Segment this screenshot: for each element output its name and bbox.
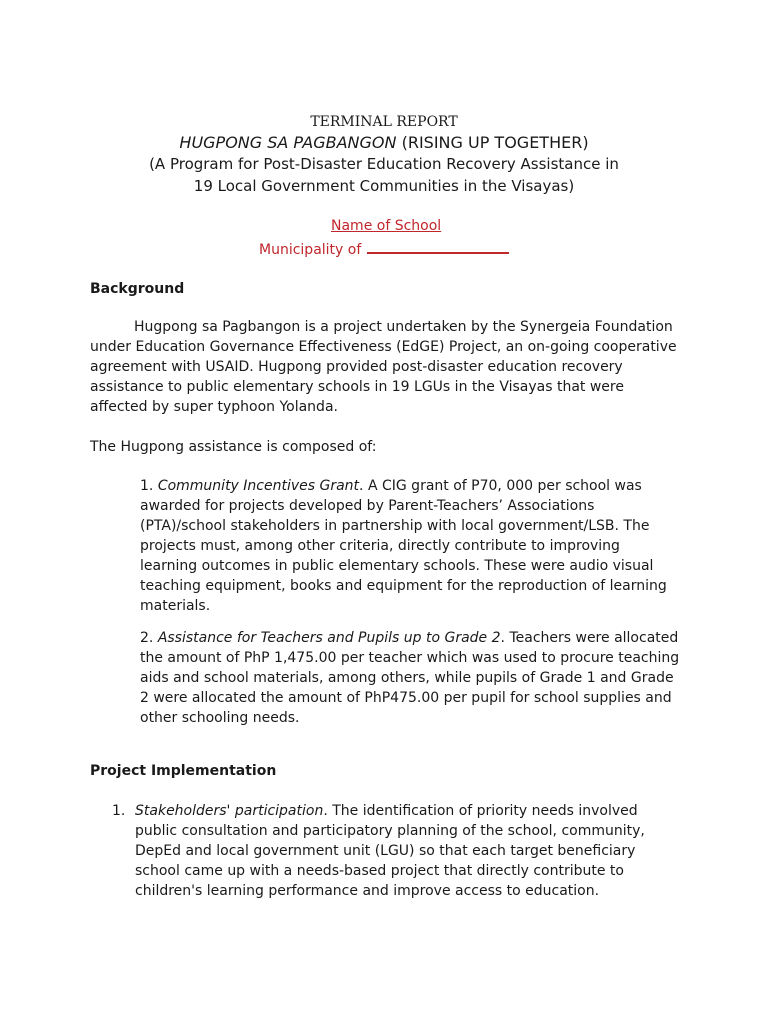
implementation-heading: Project Implementation: [90, 763, 277, 779]
assistance-item-cig: [140, 476, 685, 616]
program-translation: (RISING UP TOGETHER): [401, 133, 589, 152]
item-title: Stakeholders' participation: [135, 803, 324, 819]
background-heading: Background: [90, 281, 185, 297]
item-line: teaching equipment, books and equipment for the reproduction of learning: [140, 578, 667, 594]
background-paragraph: [90, 317, 690, 417]
implementation-item-stakeholders: [112, 801, 692, 901]
municipality-line: [259, 238, 509, 260]
item-number: 1.: [140, 478, 154, 494]
item-line: children's learning performance and improve access to education.: [135, 883, 600, 899]
item-title: Assistance for Teachers and Pupils up to Grade 2: [157, 630, 501, 646]
assistance-intro: The Hugpong assistance is composed of:: [90, 439, 377, 455]
item-title: Community Incentives Grant: [157, 478, 360, 494]
assistance-item-teachers-pupils: [140, 628, 685, 728]
report-type: TERMINAL REPORT: [310, 114, 458, 130]
program-name: HUGPONG SA PAGBANGON: [179, 133, 397, 152]
item-line: awarded for projects developed by Parent-Teachers’ Associations: [140, 498, 595, 514]
background-line: under Education Governance Effectiveness (EdGE) Project, an on-going cooperative: [90, 339, 677, 355]
item-line: DepEd and local government unit (LGU) so that each target beneficiary: [135, 843, 636, 859]
item-line: (PTA)/school stakeholders in partnership with local government/LSB. The: [140, 518, 650, 534]
item-line: school came up with a needs-based project that directly contribute to: [135, 863, 624, 879]
item-number: 1.: [112, 803, 126, 819]
background-line: Hugpong sa Pagbangon is a project undertaken by the Synergeia Foundation: [134, 319, 673, 335]
program-title: [0, 132, 768, 154]
item-line: other schooling needs.: [140, 710, 300, 726]
item-line: aids and school materials, among others, while pupils of Grade 1 and Grade: [140, 670, 674, 686]
item-line: materials.: [140, 598, 211, 614]
background-line: assistance to public elementary schools in 19 LGUs in the Visayas that were: [90, 379, 624, 395]
item-line: the amount of PhP 1,475.00 per teacher which was used to procure teaching: [140, 650, 680, 666]
item-line: public consultation and participatory planning of the school, community,: [135, 823, 645, 839]
item-line: projects must, among other criteria, directly contribute to improving: [140, 538, 620, 554]
item-text: . The identification of priority needs involved: [323, 803, 638, 819]
municipality-label: Municipality of: [259, 242, 362, 258]
background-line: agreement with USAID. Hugpong provided post-disaster education recovery: [90, 359, 623, 375]
item-number: 2.: [140, 630, 154, 646]
municipality-blank: [367, 238, 509, 254]
program-subtitle-line1: (A Program for Post-Disaster Education Recovery Assistance in: [149, 155, 619, 173]
item-line: learning outcomes in public elementary schools. These were audio visual: [140, 558, 654, 574]
item-text: . Teachers were allocated: [500, 630, 679, 646]
item-text: . A CIG grant of P70, 000 per school was: [359, 478, 642, 494]
school-name-placeholder: Name of School: [331, 218, 442, 234]
background-line: affected by super typhoon Yolanda.: [90, 399, 338, 415]
program-subtitle-line2: 19 Local Government Communities in the Visayas): [193, 177, 575, 195]
item-line: 2 were allocated the amount of PhP475.00 per pupil for school supplies and: [140, 690, 672, 706]
